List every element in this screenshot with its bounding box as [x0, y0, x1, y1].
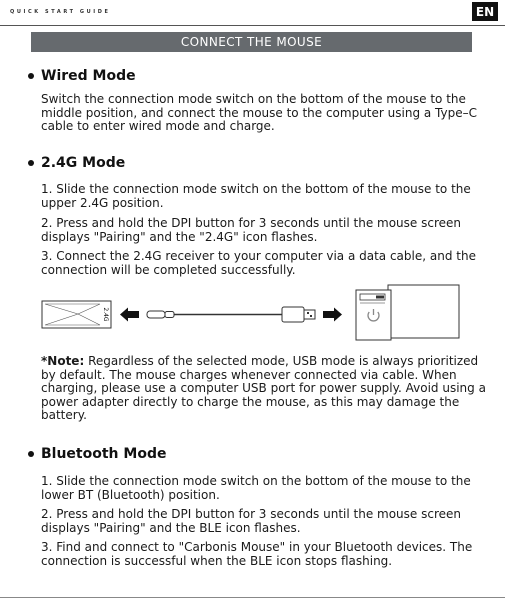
bluetooth-step-1: 1. Slide the connection mode switch on the bottom of the mouse to the lower BT (Bluetooth) position. [41, 474, 471, 502]
g24-step-1: 1. Slide the connection mode switch on the bottom of the mouse to the upper 2.4G position. [41, 182, 471, 210]
note-body: Regardless of the selected mode, USB mode is always prioritized by default. The mouse charges whenever connected via cable. When charging, please use a computer USB port for power supply. Avoid using a power adapter directly to charge the mouse, as this may damage the battery. [41, 354, 486, 422]
wired-mode-text: Switch the connection mode switch on the bottom of the mouse to the middle position, and connect the mouse to the computer using a Type–C cable to enter wired mode and charge. [41, 92, 477, 133]
language-badge: EN [472, 2, 498, 21]
receiver-label: 2.4G [102, 307, 109, 322]
bullet-icon [28, 160, 34, 166]
section-banner: CONNECT THE MOUSE [31, 32, 472, 52]
note-text [41, 355, 486, 423]
g24-step-2: 2. Press and hold the DPI button for 3 seconds until the mouse screen displays "Pairing" and the "2.4G" icon flashes. [41, 216, 462, 244]
wired-mode-heading [28, 68, 136, 84]
bluetooth-mode-title: Bluetooth Mode [41, 446, 167, 462]
g24-step-3: 3. Connect the 2.4G receiver to your computer via a data cable, and the connection will be completed successfully. [41, 249, 476, 277]
bluetooth-step-3: 3. Find and connect to "Carbonis Mouse" in your Bluetooth devices. The connection is successful when the BLE icon stops flashing. [41, 540, 473, 568]
bullet-icon [28, 73, 34, 79]
page-header [0, 0, 505, 26]
computer-icon [356, 285, 459, 340]
g24-mode-heading [28, 155, 125, 171]
arrow-left-icon [120, 308, 139, 322]
wired-mode-title: Wired Mode [41, 68, 136, 84]
connection-diagram [40, 283, 465, 343]
note-label: *Note: [41, 354, 85, 368]
arrow-right-icon [323, 308, 342, 322]
footer-divider [0, 597, 505, 598]
guide-label: QUICK START GUIDE [10, 9, 111, 15]
header-divider [0, 25, 505, 26]
receiver-icon [42, 301, 111, 328]
bluetooth-mode-heading [28, 446, 166, 462]
bluetooth-step-2: 2. Press and hold the DPI button for 3 seconds until the mouse screen displays "Pairing" and the BLE icon flashes. [41, 507, 462, 535]
bullet-icon [28, 451, 34, 457]
usb-cable-icon [147, 307, 315, 322]
g24-mode-title: 2.4G Mode [41, 155, 126, 171]
